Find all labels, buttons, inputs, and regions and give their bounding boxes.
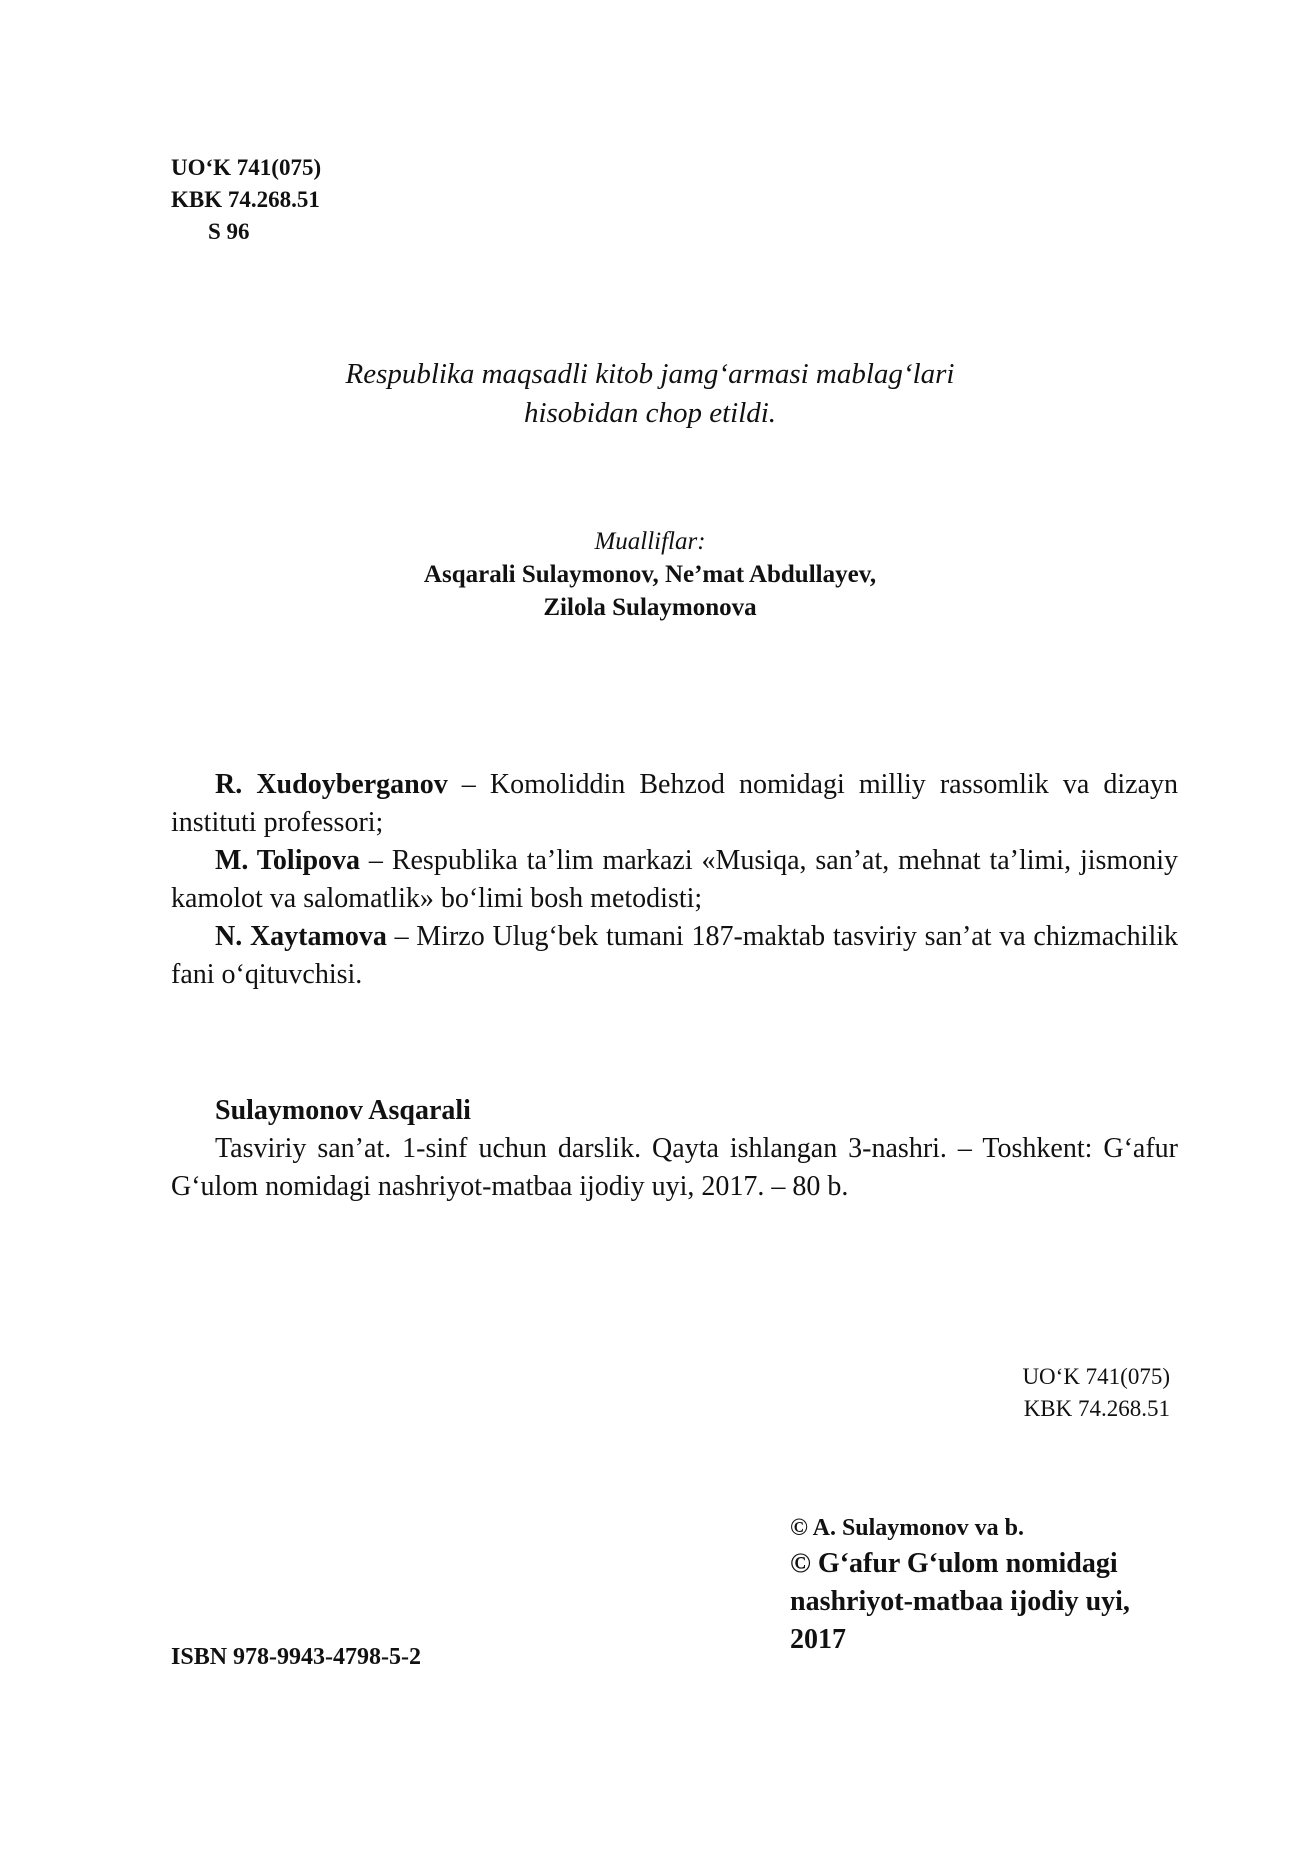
copyright-authors: © A. Sulaymonov va b. [790,1515,1024,1541]
bibliographic-entry [171,1092,1178,1206]
copyright-publisher-line-1: © G‘afur G‘ulom nomidagi [790,1548,1118,1579]
reviewer-name: N. Xaytamova [215,921,387,952]
author-mark: S 96 [208,219,250,244]
bibliographic-description: Tasviriy san’at. 1-sinf uchun darslik. Qayta ishlangan 3-nashri. – Toshkent: G‘afur G‘ulom nomidagi nashriyot-matbaa ijodiy uyi, 2017. – 80 b. [171,1133,1178,1202]
funding-note-line-1: Respublika maqsadli kitob jamg‘armasi mablag‘lari [345,358,955,390]
bbk-code-right: KBK 74.268.51 [1023,1396,1170,1421]
udk-code: UO‘K 741(075) [171,155,322,180]
funding-note-line-2: hisobidan chop etildi. [523,397,777,429]
reviewer-description: – Respublika ta’lim markazi «Musiqa, san’at, mehnat ta’limi, jismoniy kamolot va salomatlik» bo‘limi bosh metodisti; [171,845,1178,914]
classification-block [171,152,321,248]
reviewer-entry [171,766,1178,842]
classification-right-block [1022,1361,1170,1425]
bbk-code: KBK 74.268.51 [171,187,320,212]
reviewer-description: – Mirzo Ulug‘bek tumani 187-maktab tasviriy san’at va chizmachilik fani o‘qituvchisi. [171,921,1178,990]
copyright-publisher-line-2: nashriyot-matbaa ijodiy uyi, [790,1586,1130,1617]
isbn: ISBN 978-9943-4798-5-2 [171,1644,421,1670]
copyright-block [790,1511,1130,1659]
copyright-year: 2017 [790,1624,846,1655]
udk-code-right: UO‘K 741(075) [1022,1364,1170,1389]
funding-note [0,355,1300,433]
reviewer-entry [171,918,1178,994]
bibliographic-author: Sulaymonov Asqarali [215,1095,471,1126]
reviewers-block [171,766,1178,994]
authors-block [0,525,1300,624]
authors-label: Mualliflar: [594,528,706,555]
reviewer-name: R. Xudoyberganov [215,769,448,800]
reviewer-entry [171,842,1178,918]
reviewer-name: M. Tolipova [215,845,361,876]
reviewer-description: – Komoliddin Behzod nomidagi milliy rassomlik va dizayn instituti professori; [171,769,1178,838]
authors-names-line-1: Asqarali Sulaymonov, Ne’mat Abdullayev, [423,561,877,588]
authors-names-line-2: Zilola Sulaymonova [543,594,757,621]
